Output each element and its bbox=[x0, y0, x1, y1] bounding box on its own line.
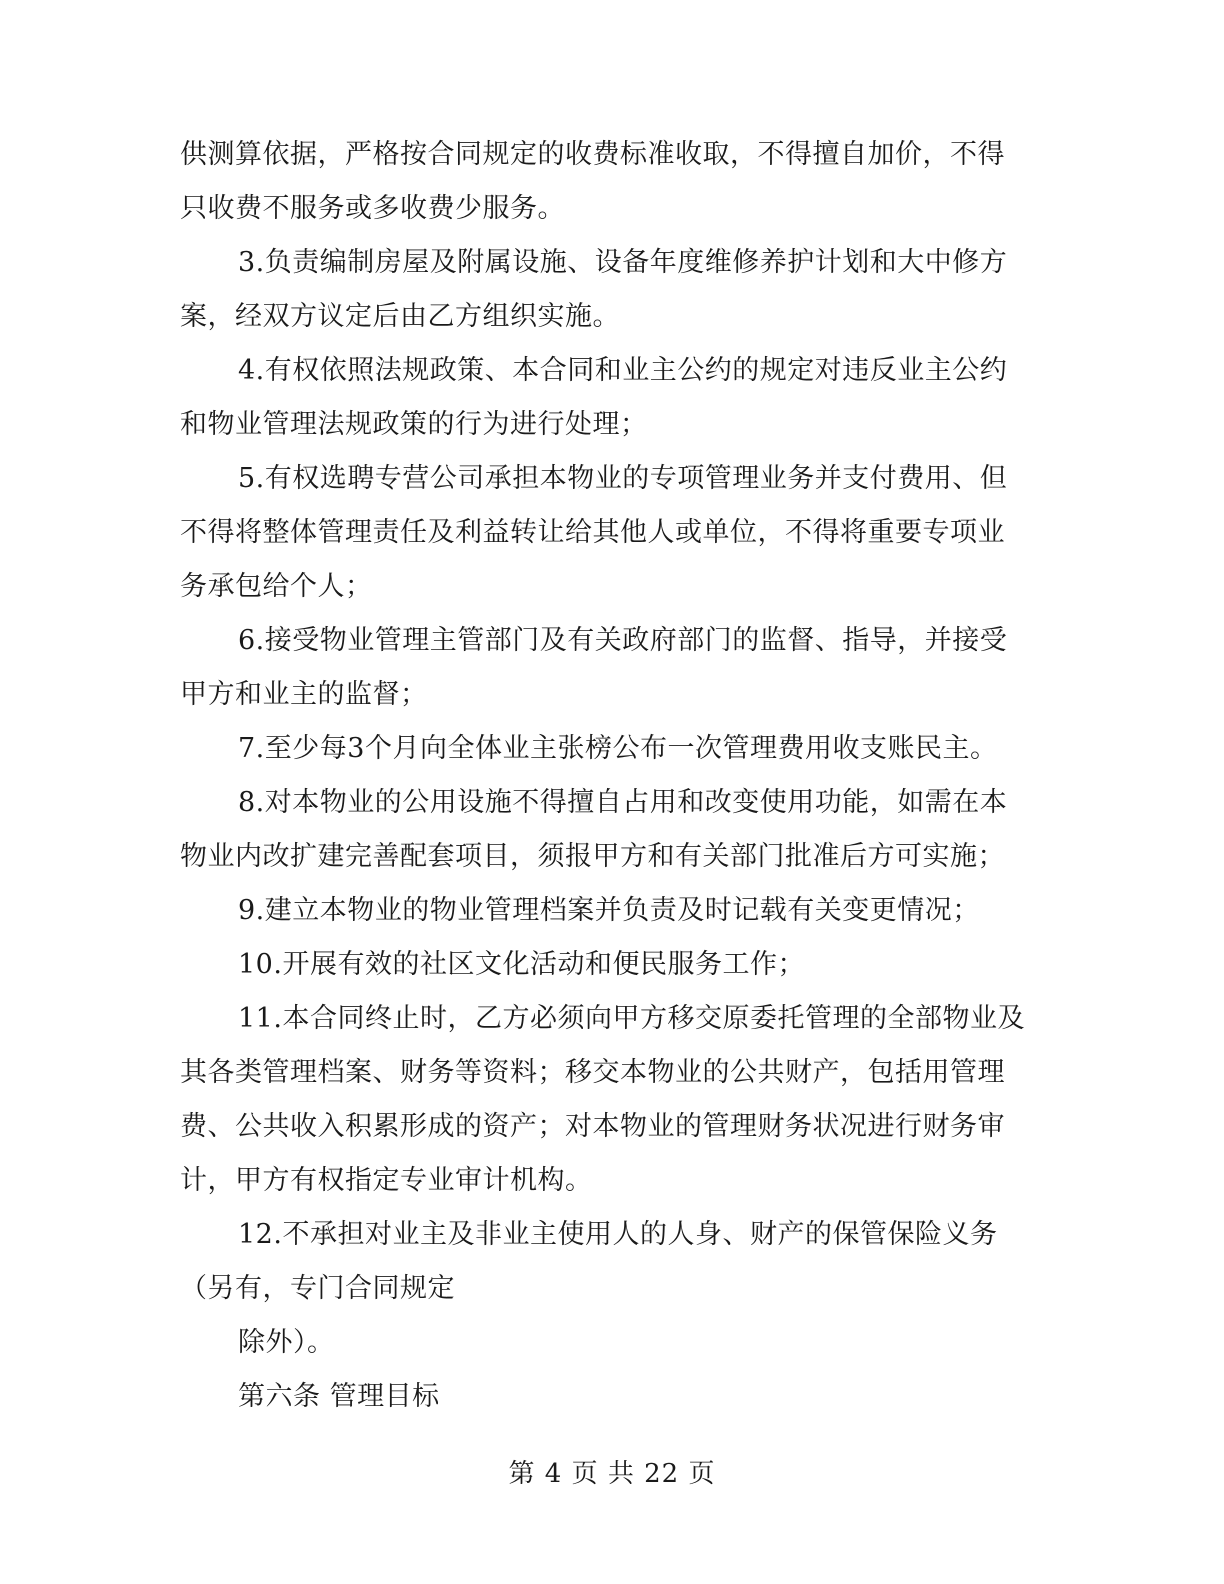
text-line: 10.开展有效的社区文化活动和便民服务工作； bbox=[238, 949, 805, 980]
section-heading: 第六条 管理目标 bbox=[238, 1381, 440, 1412]
text-line: 供测算依据，严格按合同规定的收费标准收取，不得擅自加价，不得 bbox=[180, 139, 1005, 170]
text-line: 甲方和业主的监督； bbox=[180, 679, 428, 710]
text-line: 4.有权依照法规政策、本合同和业主公约的规定对违反业主公约 bbox=[238, 355, 1008, 386]
text-line: 只收费不服务或多收费少服务。 bbox=[180, 193, 565, 224]
text-line: 11.本合同终止时，乙方必须向甲方移交原委托管理的全部物业及 bbox=[238, 1003, 1025, 1034]
text-line: 不得将整体管理责任及利益转让给其他人或单位，不得将重要专项业 bbox=[180, 517, 1005, 548]
text-line: 9.建立本物业的物业管理档案并负责及时记载有关变更情况； bbox=[238, 895, 980, 926]
text-line: 案，经双方议定后由乙方组织实施。 bbox=[180, 301, 620, 332]
text-line: 其各类管理档案、财务等资料；移交本物业的公共财产，包括用管理 bbox=[180, 1057, 1005, 1088]
text-line: 3.负责编制房屋及附属设施、设备年度维修养护计划和大中修方 bbox=[238, 247, 1008, 278]
text-line: 计，甲方有权指定专业审计机构。 bbox=[180, 1165, 593, 1196]
text-line: 除外）。 bbox=[238, 1327, 335, 1358]
text-line: 12.不承担对业主及非业主使用人的人身、财产的保管保险义务 bbox=[238, 1219, 998, 1250]
text-line: 5.有权选聘专营公司承担本物业的专项管理业务并支付费用、但 bbox=[238, 463, 1008, 494]
text-line: 物业内改扩建完善配套项目，须报甲方和有关部门批准后方可实施； bbox=[180, 841, 1005, 872]
text-line: （另有，专门合同规定 bbox=[180, 1273, 455, 1304]
body-text bbox=[180, 128, 1030, 1424]
text-line: 费、公共收入积累形成的资产；对本物业的管理财务状况进行财务审 bbox=[180, 1111, 1005, 1142]
text-line: 务承包给个人； bbox=[180, 571, 373, 602]
text-line: 和物业管理法规政策的行为进行处理； bbox=[180, 409, 648, 440]
text-line: 7.至少每3个月向全体业主张榜公布一次管理费用收支账民主。 bbox=[238, 733, 998, 764]
text-line: 6.接受物业管理主管部门及有关政府部门的监督、指导，并接受 bbox=[238, 625, 1008, 656]
text-line: 8.对本物业的公用设施不得擅自占用和改变使用功能，如需在本 bbox=[238, 787, 1008, 818]
page-number: 第 4 页 共 22 页 bbox=[508, 1459, 716, 1489]
